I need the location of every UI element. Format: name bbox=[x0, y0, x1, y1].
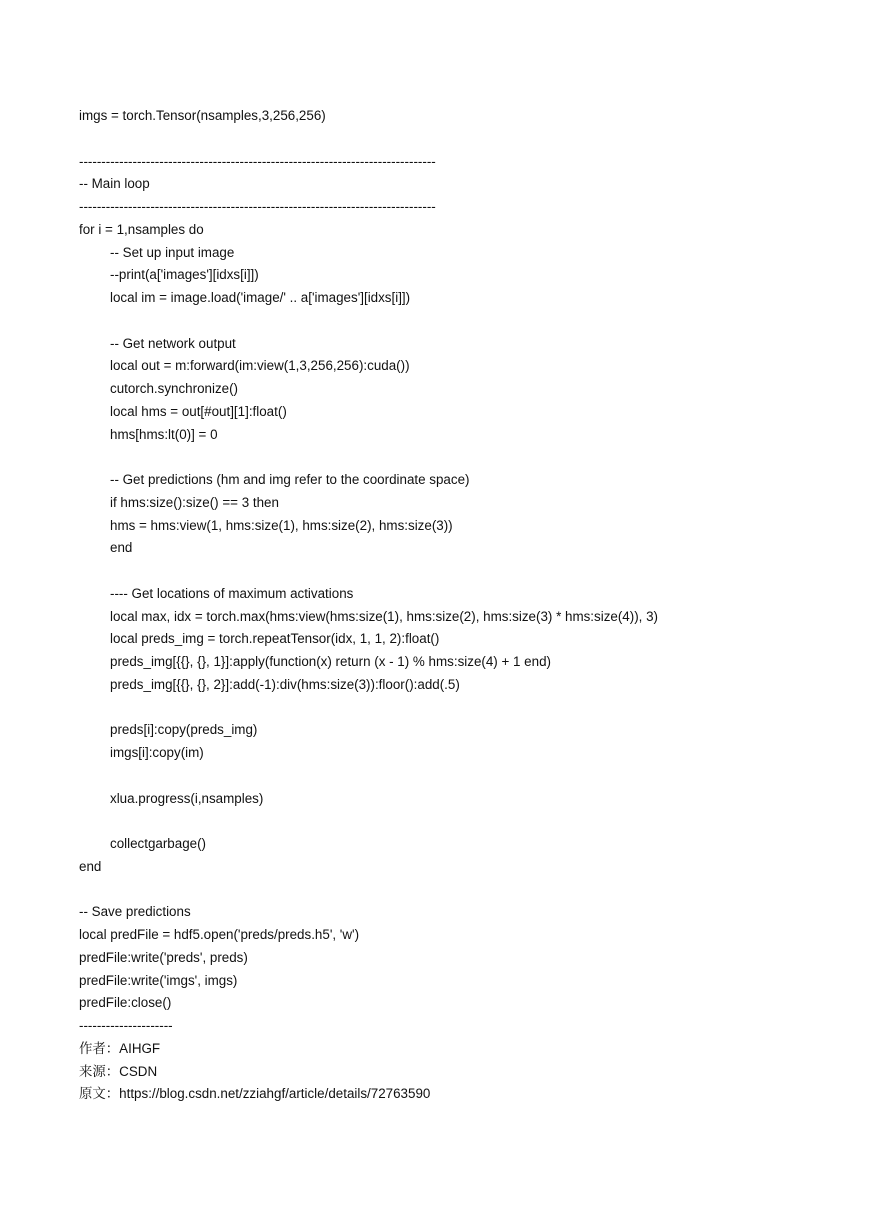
blank-line bbox=[79, 765, 859, 788]
code-line: collectgarbage() bbox=[110, 836, 207, 851]
code-line: ---- Get locations of maximum activations bbox=[110, 585, 354, 601]
code-line: predFile:close() bbox=[79, 995, 172, 1011]
blank-line bbox=[79, 697, 859, 720]
code-line: local out = m:forward(im:view(1,3,256,256):cuda()) bbox=[110, 358, 410, 374]
blank-line bbox=[79, 879, 859, 902]
code-line: -- Main loop bbox=[79, 176, 150, 192]
code-line: -- Get network output bbox=[110, 335, 236, 351]
code-line: 作者：AIHGF bbox=[79, 1040, 161, 1056]
code-line: -- Get predictions (hm and img refer to the coordinate space) bbox=[110, 472, 470, 487]
code-line: local hms = out[#out][1]:float() bbox=[110, 403, 287, 419]
code-line: predFile:write('imgs', imgs) bbox=[79, 972, 238, 988]
code-line: -- Save predictions bbox=[79, 904, 191, 920]
code-line: local preds_img = torch.repeatTensor(idx, 1, 1, 2):float() bbox=[110, 631, 440, 647]
code-line: imgs[i]:copy(im) bbox=[110, 745, 204, 760]
code-line: preds[i]:copy(preds_img) bbox=[110, 722, 258, 738]
code-line: end bbox=[110, 540, 133, 556]
code-line: end bbox=[79, 858, 102, 874]
code-line: -- Set up input image bbox=[110, 244, 235, 260]
code-line: local max, idx = torch.max(hms:view(hms:size(1), hms:size(2), hms:size(3) * hms:size(4)), 3) bbox=[110, 608, 659, 624]
code-line: 来源：CSDN bbox=[79, 1063, 158, 1079]
blank-line bbox=[79, 560, 859, 583]
document-page bbox=[79, 105, 859, 1106]
code-line: local im = image.load('image/' .. a['images'][idxs[i]]) bbox=[110, 290, 411, 305]
blank-line bbox=[79, 128, 859, 151]
code-line: if hms:size():size() == 3 then bbox=[110, 494, 279, 510]
code-line: --print(a['images'][idxs[i]]) bbox=[110, 267, 259, 283]
code-line: -------------------------------------------------------------------------------- bbox=[79, 199, 436, 214]
code-line: local predFile = hdf5.open('preds/preds.h5', 'w') bbox=[79, 927, 360, 942]
code-line: imgs = torch.Tensor(nsamples,3,256,256) bbox=[79, 108, 326, 123]
code-line: predFile:write('preds', preds) bbox=[79, 949, 248, 965]
code-line: hms = hms:view(1, hms:size(1), hms:size(2), hms:size(3)) bbox=[110, 517, 453, 533]
blank-line bbox=[79, 446, 859, 469]
code-line: --------------------- bbox=[79, 1018, 173, 1033]
code-line: for i = 1,nsamples do bbox=[79, 221, 204, 237]
code-line: -------------------------------------------------------------------------------- bbox=[79, 153, 436, 169]
code-line: hms[hms:lt(0)] = 0 bbox=[110, 426, 218, 442]
blank-line bbox=[79, 310, 859, 333]
code-line: preds_img[{{}, {}, 2}]:add(-1):div(hms:size(3)):floor():add(.5) bbox=[110, 676, 460, 692]
code-line: 原文：https://blog.csdn.net/zziahgf/article/details/72763590 bbox=[79, 1086, 431, 1102]
code-line: xlua.progress(i,nsamples) bbox=[110, 790, 264, 806]
code-line: preds_img[{{}, {}, 1}]:apply(function(x) return (x - 1) % hms:size(4) + 1 end) bbox=[110, 654, 551, 669]
code-line: cutorch.synchronize() bbox=[110, 381, 239, 396]
blank-line bbox=[79, 810, 859, 833]
